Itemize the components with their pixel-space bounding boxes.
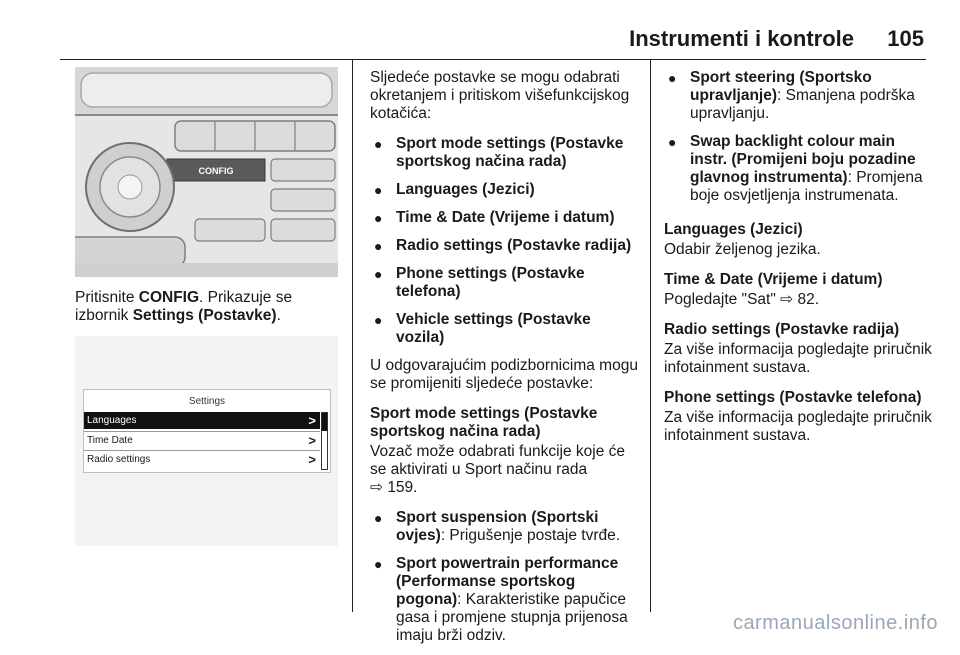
radio-settings-text: Za više informacija pogledajte priručnik infotainment sustava. xyxy=(664,341,932,376)
list-item: ● Sport mode settings (Postavke sportskog načina rada) xyxy=(370,135,642,171)
list-item: ● Sport steering (Sportsko upravljanje): Smanjena podrška upravljanju. xyxy=(664,69,934,123)
config-button-label: CONFIG xyxy=(198,166,234,176)
radio-settings-heading: Radio settings (Postavke radija) xyxy=(664,321,900,338)
phone-settings-heading: Phone settings (Postavke telefona) xyxy=(664,389,922,406)
submenu-paragraph: U odgovarajućim podizbornicima mogu se promijeniti sljedeće postavke: xyxy=(370,357,638,392)
page-reference-icon: ⇨ xyxy=(780,291,794,308)
page-header xyxy=(60,26,926,60)
intro-paragraph: Sljedeće postavke se mogu odabrati okretanjem i pritiskom višefunkcijskog kotačića: xyxy=(370,69,630,122)
time-date-heading: Time & Date (Vrijeme i datum) xyxy=(664,271,883,288)
page-reference[interactable]: 159. xyxy=(387,479,418,496)
header-divider xyxy=(60,59,926,60)
list-item: ● Radio settings (Postavke radija) xyxy=(370,237,642,255)
list-item: ● Time & Date (Vrijeme i datum) xyxy=(370,209,642,227)
watermark: carmanualsonline.info xyxy=(732,612,938,634)
sport-mode-options xyxy=(370,509,642,645)
center-console-illustration xyxy=(75,67,338,277)
settings-menu-list xyxy=(370,135,642,347)
page-reference-icon: ⇨ xyxy=(370,479,383,496)
config-term: CONFIG xyxy=(138,289,200,306)
phone-settings-text: Za više informacija pogledajte priručnik infotainment sustava. xyxy=(664,409,932,444)
list-item: ● Sport powertrain performance (Performanse sportskog pogona): Karakteristike papučice gasa i promjene stupnja prijenosa imaju brži odziv. xyxy=(370,555,642,645)
list-item: ● Sport suspension (Sportski ovjes): Prigušenje postaje tvrđe. xyxy=(370,509,642,545)
right-column xyxy=(664,69,934,457)
page-title: Instrumenti i kontrole xyxy=(629,26,854,51)
settings-display-title: Settings xyxy=(188,396,226,407)
column-divider-2 xyxy=(650,60,651,612)
list-item: ● Swap backlight colour main instr. (Promijeni boju pozadine glavnog instrumenta): Promjena boje osvjetljenja instrumenata. xyxy=(664,133,934,205)
chevron-right-icon: > xyxy=(308,452,316,467)
config-button-photo xyxy=(75,67,338,277)
menu-scrollbar xyxy=(321,412,328,470)
list-item: ● Vehicle settings (Postavke vozila) xyxy=(370,311,642,347)
chevron-right-icon: > xyxy=(308,413,316,428)
languages-heading: Languages (Jezici) xyxy=(664,221,803,238)
list-item: ● Phone settings (Postavke telefona) xyxy=(370,265,642,301)
settings-screen-illustration xyxy=(75,336,338,546)
time-date-text: Pogledajte "Sat" ⇨ 82. xyxy=(664,291,820,308)
page-number: 105 xyxy=(887,26,924,51)
sport-mode-text: Vozač može odabrati funkcije koje će se aktivirati u Sport načinu rada ⇨ 159. xyxy=(370,443,626,496)
column-divider-1 xyxy=(352,60,353,612)
menu-item-time-date: Time Date > xyxy=(84,431,320,449)
chevron-right-icon: > xyxy=(308,433,316,448)
menu-item-radio-settings: Radio settings > xyxy=(84,450,320,468)
sport-mode-options-continued xyxy=(664,69,934,205)
middle-column xyxy=(370,69,642,655)
menu-item-languages: Languages > xyxy=(84,412,320,429)
page-reference[interactable]: 82. xyxy=(797,291,820,308)
settings-term: Settings (Postavke) xyxy=(132,307,277,324)
config-caption: Pritisnite CONFIG. Prikazuje se izbornik Settings (Postavke). xyxy=(75,289,293,324)
list-item: ● Languages (Jezici) xyxy=(370,181,642,199)
settings-display xyxy=(83,389,331,473)
languages-text: Odabir željenog jezika. xyxy=(664,241,821,258)
menu-scrollbar-thumb xyxy=(322,413,327,431)
sport-mode-heading: Sport mode settings (Postavke sportskog načina rada) xyxy=(370,405,598,440)
